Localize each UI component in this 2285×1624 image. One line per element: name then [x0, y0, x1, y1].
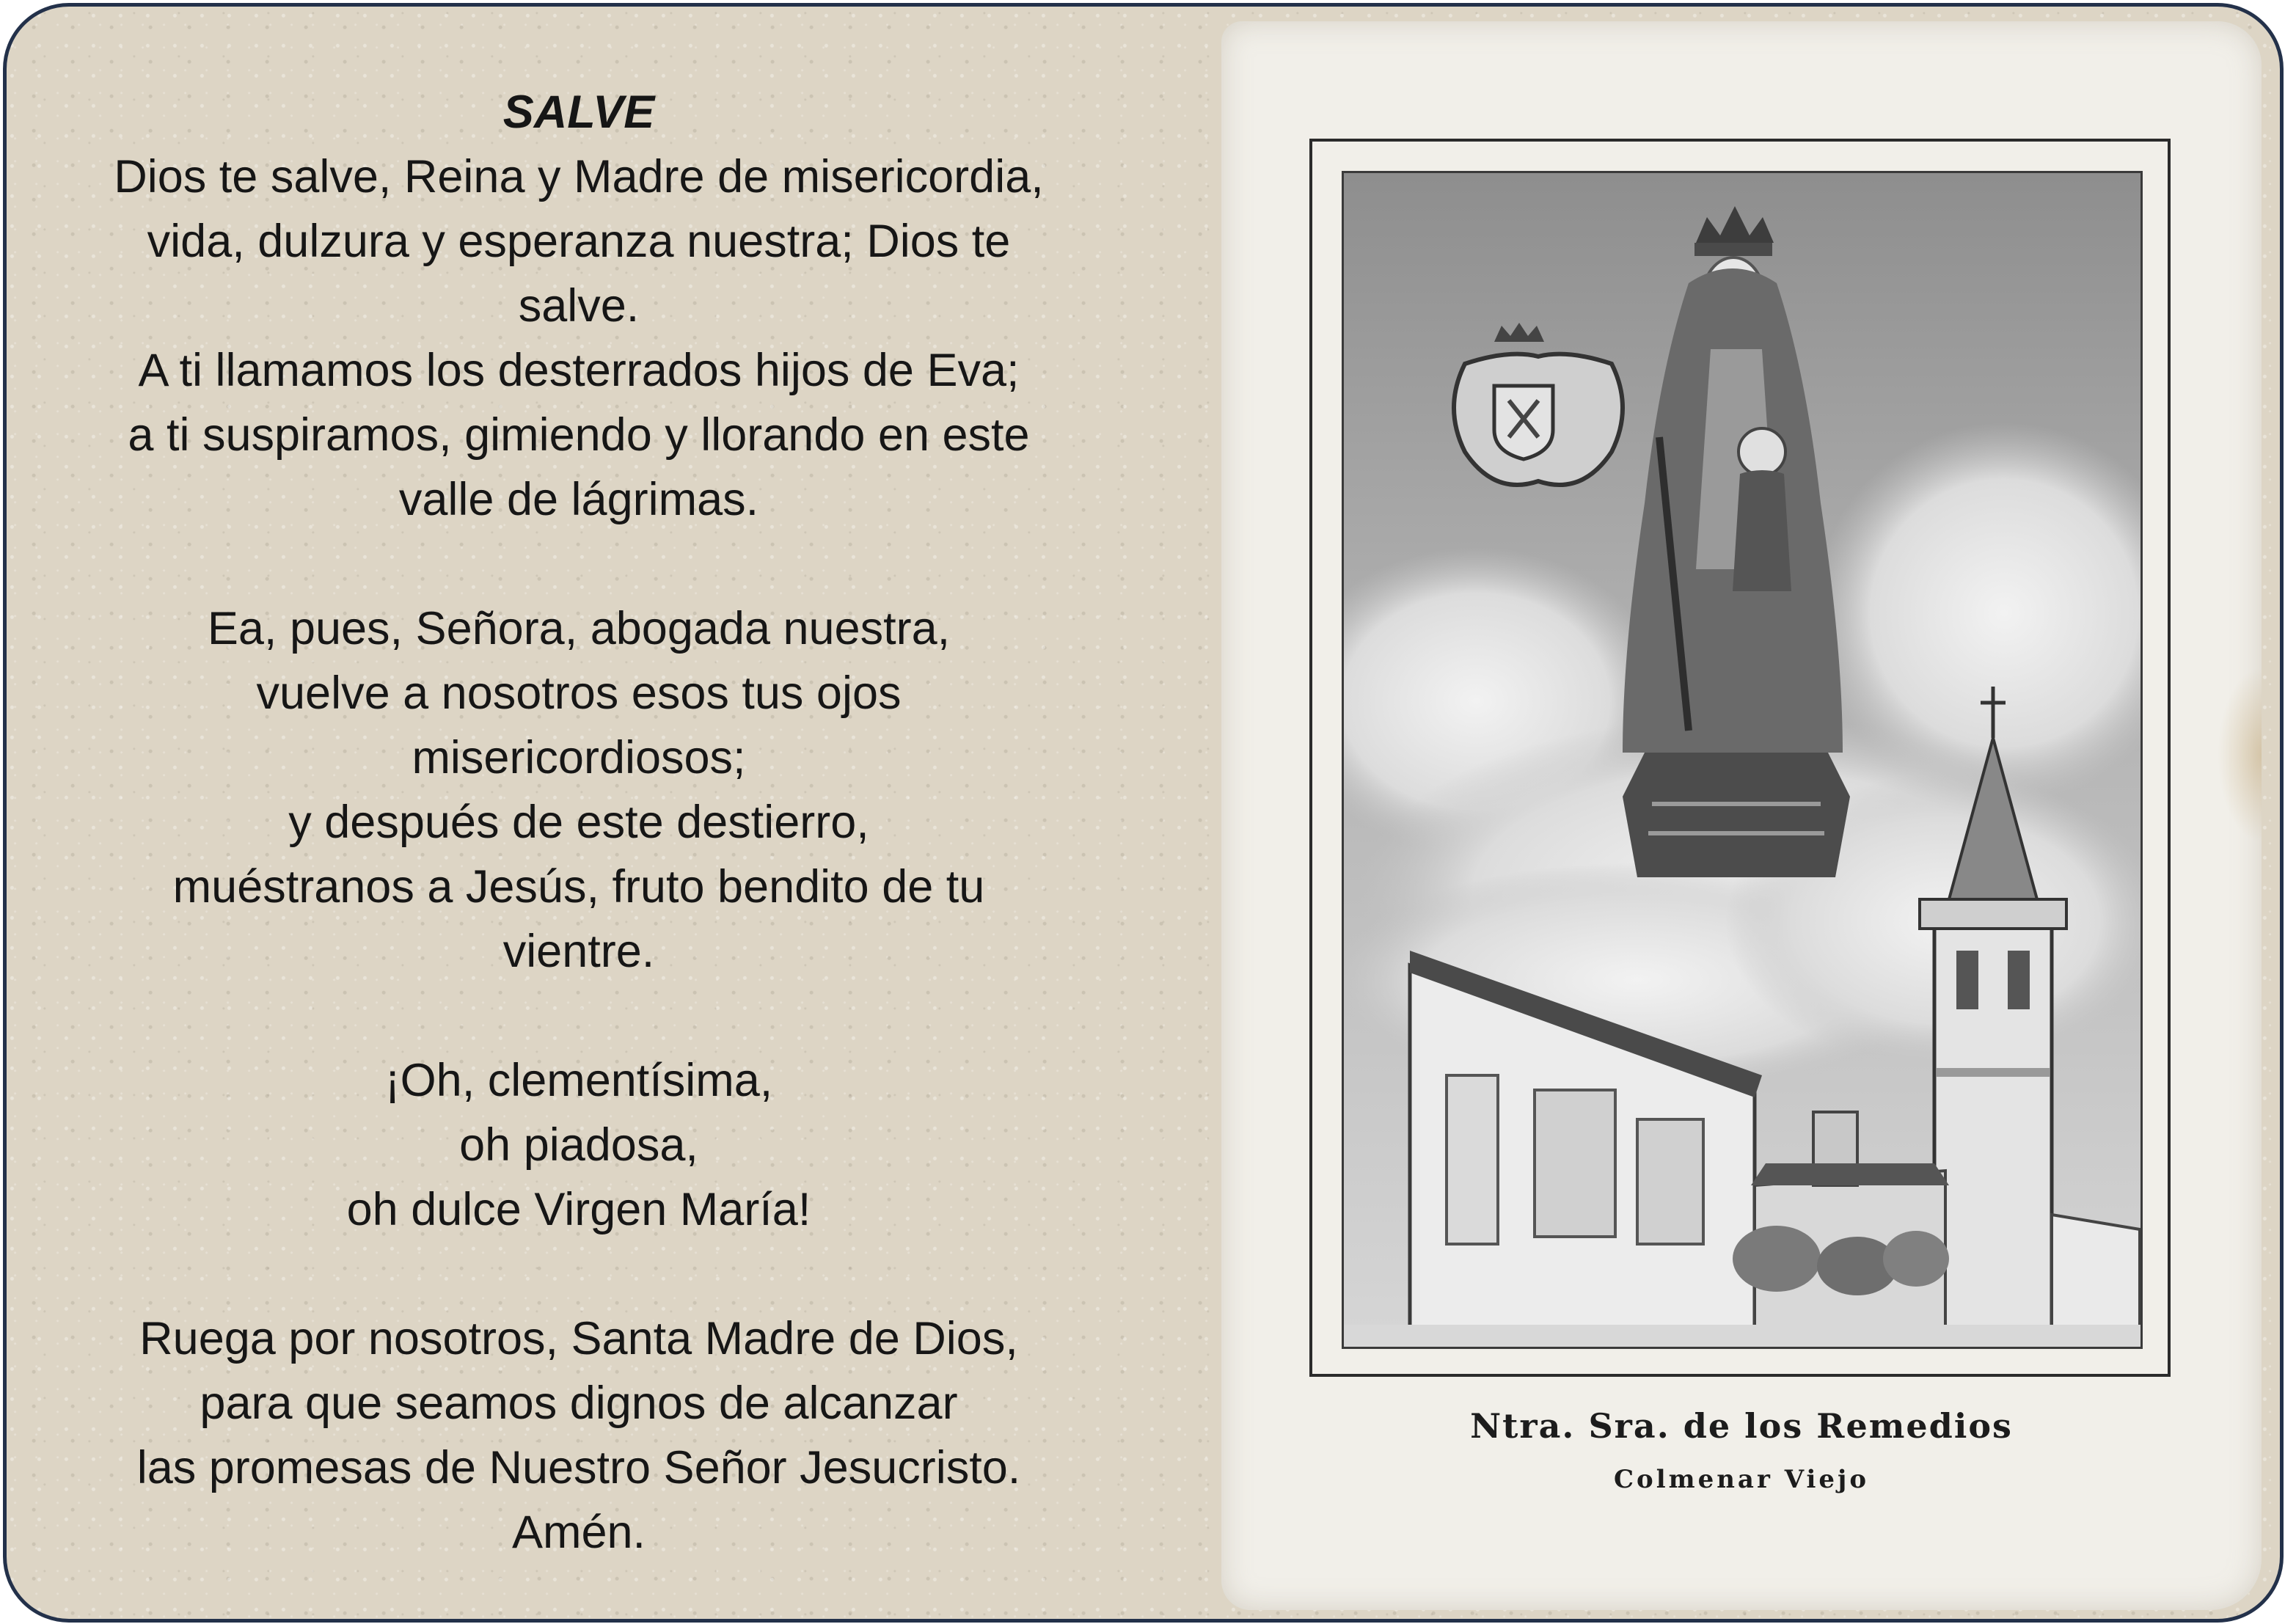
prayer-line: y después de este destierro,	[288, 797, 869, 848]
holy-card-subcaption: Colmenar Viejo	[1613, 1465, 1870, 1494]
prayer-line: oh dulce Virgen María!	[346, 1184, 811, 1235]
prayer-line: salve.	[518, 280, 640, 332]
prayer-line: para que seamos dignos de alcanzar	[200, 1378, 958, 1429]
prayer-line: oh piadosa,	[459, 1119, 698, 1171]
prayer-title: SALVE	[502, 87, 655, 138]
prayer-line: Amén.	[511, 1507, 646, 1558]
virgin-illustration	[1342, 171, 2143, 1349]
holy-card	[1221, 21, 2262, 1610]
prayer-line: Ruega por nosotros, Santa Madre de Dios,	[139, 1313, 1018, 1364]
prayer-text	[36, 80, 1122, 1565]
prayer-line: a ti suspiramos, gimiendo y llorando en este	[128, 409, 1030, 461]
prayer-line: las promesas de Nuestro Señor Jesucristo.	[136, 1442, 1021, 1493]
stanza-gap	[36, 1242, 1122, 1306]
prayer-line: vuelve a nosotros esos tus ojos	[256, 667, 902, 719]
prayer-line: A ti llamamos los desterrados hijos de Eva;	[138, 345, 1020, 396]
stanza-gap	[36, 984, 1122, 1048]
prayer-line: ¡Oh, clementísima,	[384, 1055, 773, 1106]
prayer-line: Dios te salve, Reina y Madre de misericordia,	[114, 151, 1044, 202]
prayer-line: vientre.	[502, 926, 655, 977]
virgin-church-illustration	[1344, 173, 2140, 1347]
stanza-gap	[36, 532, 1122, 596]
holy-card-caption: Ntra. Sra. de los Remedios	[1470, 1406, 2013, 1446]
image-frame	[1309, 139, 2171, 1377]
prayer-line: vida, dulzura y esperanza nuestra; Dios te	[147, 216, 1011, 267]
prayer-line: valle de lágrimas.	[398, 474, 759, 525]
prayer-line: misericordiosos;	[412, 732, 746, 783]
prayer-line: Ea, pues, Señora, abogada nuestra,	[207, 603, 951, 654]
prayer-card	[3, 3, 2284, 1623]
paper-stain	[2218, 667, 2262, 843]
prayer-line: muéstranos a Jesús, fruto bendito de tu	[172, 861, 985, 912]
